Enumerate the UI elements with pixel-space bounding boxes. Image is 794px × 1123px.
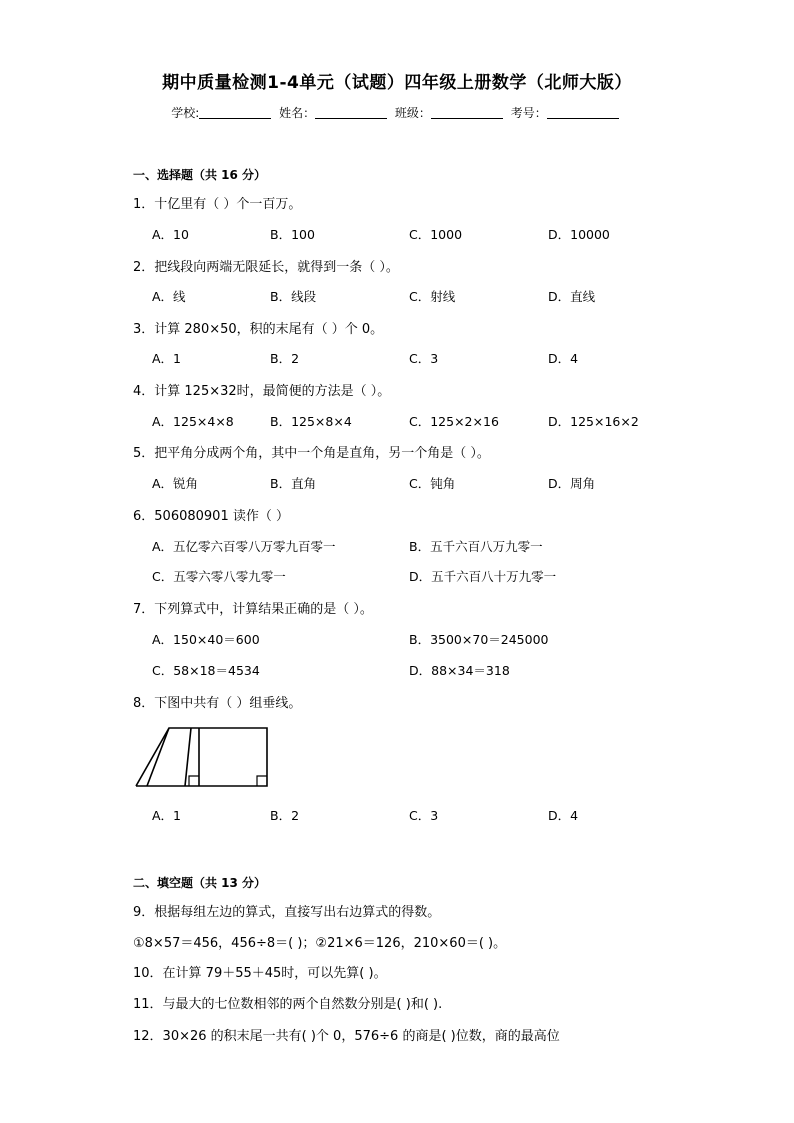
option-b[interactable]: B．五千六百八万九零一 xyxy=(409,539,543,554)
option-b[interactable]: B．直角 xyxy=(270,476,317,491)
number-label: 考号： xyxy=(510,106,547,120)
option-c[interactable]: C．1000 xyxy=(409,227,463,242)
section-choice-heading: 一、选择题（共 16 分） xyxy=(133,168,267,182)
class-label: 班级： xyxy=(394,106,431,120)
option-b[interactable]: B．2 xyxy=(270,351,300,366)
question-9: 9．根据每组左边的算式，直接写出右边算式的得数。 xyxy=(133,905,441,920)
option-a[interactable]: A．1 xyxy=(152,351,182,366)
option-b[interactable]: B．3500×70＝245000 xyxy=(409,632,549,647)
question-3: 3．计算 280×50，积的末尾有（ ）个 0。 xyxy=(133,322,384,337)
option-d[interactable]: D．88×34＝318 xyxy=(409,663,510,678)
option-d[interactable]: D．周角 xyxy=(548,476,596,491)
option-c[interactable]: C．钝角 xyxy=(409,476,456,491)
option-b[interactable]: B．线段 xyxy=(270,289,317,304)
option-b[interactable]: B．125×8×4 xyxy=(270,414,352,429)
option-a[interactable]: A．10 xyxy=(152,227,189,242)
option-c[interactable]: C．3 xyxy=(409,808,439,823)
question-7: 7．下列算式中，计算结果正确的是（ ）。 xyxy=(133,602,373,617)
option-a[interactable]: A．125×4×8 xyxy=(152,414,234,429)
option-d[interactable]: D．4 xyxy=(548,351,579,366)
option-d[interactable]: D．直线 xyxy=(548,289,596,304)
question-11: 11．与最大的七位数相邻的两个自然数分别是( )和( ). xyxy=(133,997,443,1012)
option-a[interactable]: A．锐角 xyxy=(152,476,199,491)
option-a[interactable]: A．五亿零六百零八万零九百零一 xyxy=(152,539,336,554)
school-blank[interactable] xyxy=(199,105,271,119)
option-c[interactable]: C．125×2×16 xyxy=(409,414,499,429)
perpendicular-lines-figure xyxy=(133,724,273,790)
question-5: 5．把平角分成两个角，其中一个角是直角，另一个角是（ ）。 xyxy=(133,446,490,461)
option-d[interactable]: D．4 xyxy=(548,808,579,823)
question-4: 4．计算 125×32时，最简便的方法是（ ）。 xyxy=(133,384,391,399)
student-info-line xyxy=(0,104,794,121)
section-fill-heading: 二、填空题（共 13 分） xyxy=(133,876,267,890)
question-6: 6．506080901 读作（ ） xyxy=(133,509,289,524)
question-10: 10．在计算 79＋55＋45时，可以先算( )。 xyxy=(133,966,387,981)
page-title: 期中质量检测1-4单元（试题）四年级上册数学（北师大版） xyxy=(162,73,632,93)
question-12: 12．30×26 的积末尾一共有( )个 0，576÷6 的商是( )位数，商的最高位 xyxy=(133,1029,560,1044)
option-d[interactable]: D．125×16×2 xyxy=(548,414,639,429)
option-c[interactable]: C．58×18＝4534 xyxy=(152,663,260,678)
question-8: 8．下图中共有（ ）组垂线。 xyxy=(133,696,302,711)
option-c[interactable]: C．五零六零八零九零一 xyxy=(152,569,286,584)
school-label: 学校: xyxy=(171,106,200,120)
class-blank[interactable] xyxy=(431,105,503,119)
question-9-parts: ①8×57＝456，456÷8＝( )；②21×6＝126，210×60＝( )。 xyxy=(133,936,507,951)
name-blank[interactable] xyxy=(315,105,387,119)
option-a[interactable]: A．150×40＝600 xyxy=(152,632,260,647)
question-2: 2．把线段向两端无限延长，就得到一条（ ）。 xyxy=(133,260,399,275)
number-blank[interactable] xyxy=(547,105,619,119)
option-d[interactable]: D．五千六百八十万九零一 xyxy=(409,569,557,584)
option-b[interactable]: B．100 xyxy=(270,227,315,242)
option-b[interactable]: B．2 xyxy=(270,808,300,823)
option-c[interactable]: C．射线 xyxy=(409,289,456,304)
name-label: 姓名： xyxy=(279,106,316,120)
option-d[interactable]: D．10000 xyxy=(548,227,610,242)
option-a[interactable]: A．线 xyxy=(152,289,186,304)
option-c[interactable]: C．3 xyxy=(409,351,439,366)
option-a[interactable]: A．1 xyxy=(152,808,182,823)
question-1: 1．十亿里有（ ）个一百万。 xyxy=(133,197,302,212)
